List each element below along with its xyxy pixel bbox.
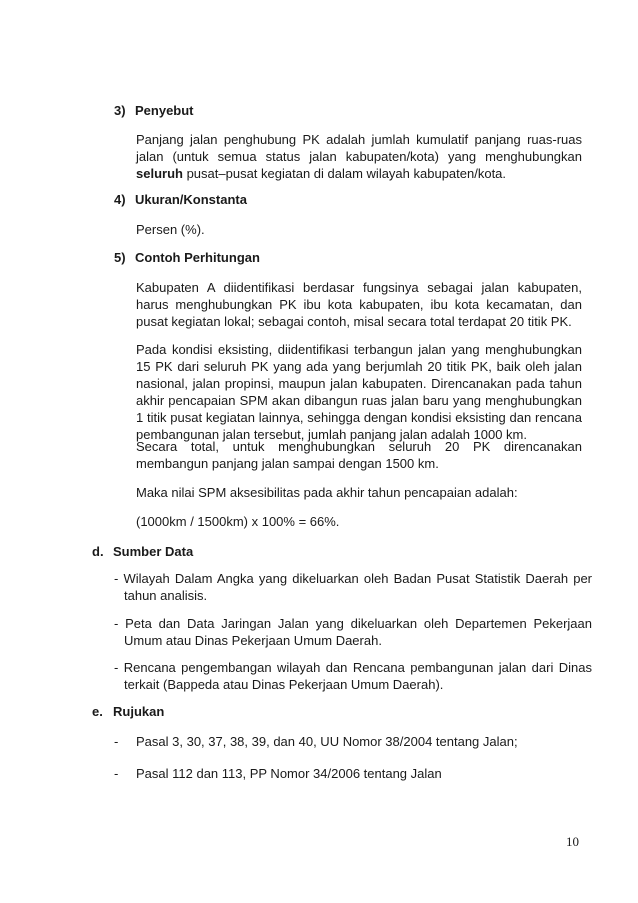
source-item-2: - Peta dan Data Jaringan Jalan yang dikeluarkan oleh Departemen Pekerjaan Umum atau Dinas Pekerjaan Umum Daerah.	[114, 616, 592, 648]
section-5-formula: (1000km / 1500km) x 100% = 66%.	[136, 514, 340, 529]
section-3-text-start: Panjang jalan penghubung PK adalah jumlah kumulatif panjang ruas-ruas jalan (untuk semua status jalan kabupaten/kota) yang menghubungkan	[136, 132, 582, 164]
section-3-number: 3)	[114, 103, 126, 118]
section-5-paragraph-4: Maka nilai SPM aksesibilitas pada akhir tahun pencapaian adalah:	[136, 485, 518, 500]
section-5-paragraph-2: Pada kondisi eksisting, diidentifikasi terbangun jalan yang menghubungkan 15 PK dari seluruh PK yang ada yang berjumlah 20 titik PK, baik oleh jalan nasional, jalan propinsi, maupun jalan kabupaten. Direncanakan pada tahun akhir pencapaian SPM akan dibangun ruas jalan baru yang menghubungkan 1 titik pusat kegiatan lainnya, sehingga dengan kondisi eksisting dan rencana pembangunan jalan tersebut, jumlah panjang jalan adalah 1000 km.	[136, 342, 582, 442]
section-d-letter: d.	[92, 544, 104, 559]
section-5-number: 5)	[114, 250, 126, 265]
section-4-heading	[114, 191, 247, 208]
section-3-bold-word: seluruh	[136, 166, 183, 181]
section-3-heading	[114, 102, 194, 119]
reference-text: Pasal 3, 30, 37, 38, 39, dan 40, UU Nomor 38/2004 tentang Jalan;	[136, 734, 518, 749]
section-e-title: Rujukan	[113, 704, 165, 719]
section-4-text: Persen (%).	[136, 222, 205, 237]
reference-text: Pasal 112 dan 113, PP Nomor 34/2006 tentang Jalan	[136, 766, 442, 781]
section-5-heading	[114, 249, 260, 266]
source-item-3: - Rencana pengembangan wilayah dan Rencana pembangunan jalan dari Dinas terkait (Bappeda atau Dinas Pekerjaan Umum Daerah).	[114, 660, 592, 692]
reference-item-2	[114, 765, 442, 782]
source-item-1: - Wilayah Dalam Angka yang dikeluarkan oleh Badan Pusat Statistik Daerah per tahun analisis.	[114, 571, 592, 603]
section-4-title: Ukuran/Konstanta	[135, 192, 247, 207]
section-4-number: 4)	[114, 192, 126, 207]
section-3-paragraph	[136, 131, 582, 182]
section-3-title: Penyebut	[135, 103, 194, 118]
section-3-text-end: pusat–pusat kegiatan di dalam wilayah kabupaten/kota.	[182, 166, 507, 181]
section-e-letter: e.	[92, 704, 103, 719]
section-5-title: Contoh Perhitungan	[135, 250, 260, 265]
section-5-paragraph-3: Secara total, untuk menghubungkan seluruh 20 PK direncanakan membangun panjang jalan sampai dengan 1500 km.	[136, 439, 582, 471]
page-number: 10	[566, 834, 579, 849]
section-5-paragraph-1: Kabupaten A diidentifikasi berdasar fungsinya sebagai jalan kabupaten, harus menghubungkan PK ibu kota kabupaten, ibu kota kecamatan, dan pusat kegiatan lokal; sebagai contoh, misal secara total terdapat 20 titik PK.	[136, 280, 582, 329]
section-d-title: Sumber Data	[113, 544, 194, 559]
section-e-heading	[92, 703, 164, 720]
reference-item-1	[114, 733, 518, 750]
reference-dash: -	[114, 734, 119, 749]
reference-dash: -	[114, 766, 119, 781]
section-d-heading	[92, 543, 193, 560]
